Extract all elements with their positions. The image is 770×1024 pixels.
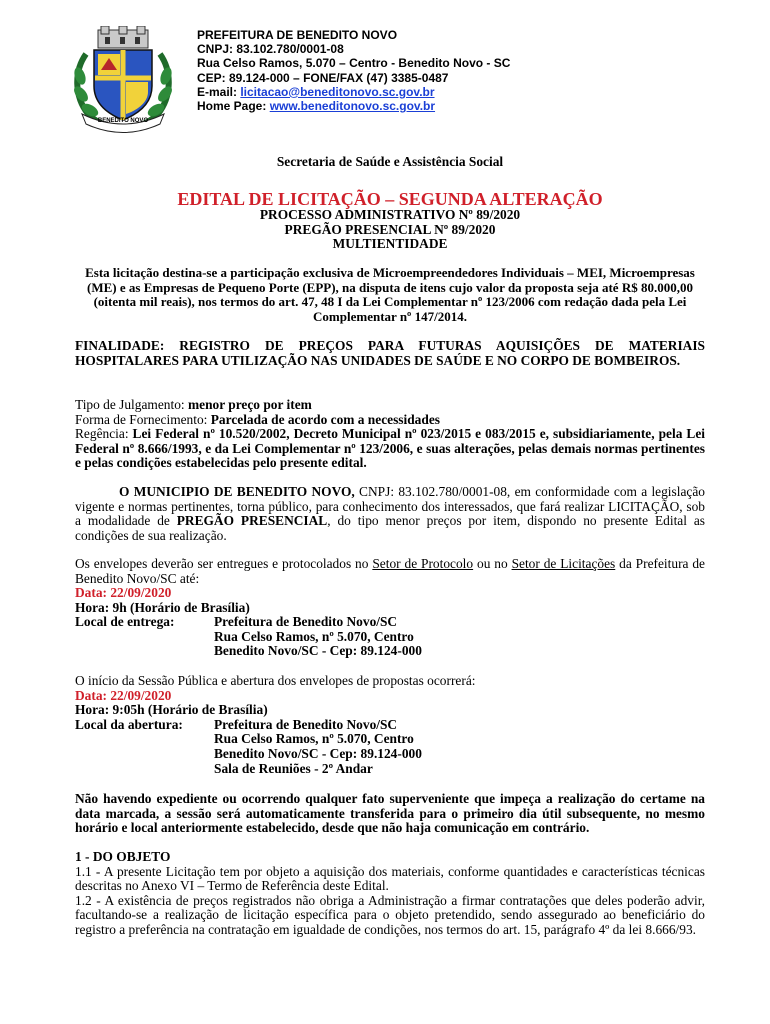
intro-paragraph [75,485,705,543]
email-link[interactable]: licitacao@beneditonovo.sc.gov.br [240,84,435,99]
sessao-block [75,674,705,776]
envelopes-text-1: Os envelopes deverão ser entregues e protocolados no [75,556,373,571]
email-label: E-mail: [197,84,241,99]
homepage-label: Home Page: [197,99,270,114]
letterhead-cep-phone: CEP: 89.124-000 – FONE/FAX (47) 3385-0487 [197,70,449,85]
forma-label: Forma de Fornecimento: [75,411,211,427]
letterhead-cnpj: CNPJ: 83.102.780/0001-08 [197,42,344,57]
letterhead [197,28,510,113]
sessao-intro: O início da Sessão Pública e abertura dos envelopes de propostas ocorrerá: [75,673,476,688]
forma-value: Parcelada de acordo com a necessidades [210,411,440,427]
exclusividade-paragraph: Esta licitação destina-se a participação exclusiva de Microempreendedores Individuais – MEI, Microempresas (ME) e as Empresas de Pequeno Porte (EPP), na disputa de itens cujo valor da proposta seja até R$ 80.000,00 (oitenta mil reais), nos termos do art. 47, 48 I da Lei Complementar nº 123/2006 com redação dada pela Lei Complementar nº 147/2014. [85,265,695,324]
objeto-heading: 1 - DO OBJETO [75,849,171,864]
tipo-value: menor preço por item [187,397,312,412]
forma-fornecimento [75,413,705,428]
crest-ribbon-text: BENEDITO NOVO [97,118,149,124]
letterhead-email-line [197,85,510,99]
document-title: EDITAL DE LICITAÇÃO – SEGUNDA ALTERAÇÃO [177,189,603,209]
entrega-hora: Hora: 9h (Horário de Brasília) [75,599,250,615]
entrega-local-line-3: Benedito Novo/SC - Cep: 89.124-000 [214,643,422,659]
homepage-link[interactable]: www.beneditonovo.sc.gov.br [269,99,436,114]
sessao-data: Data: 22/09/2020 [75,687,172,703]
sessao-local-line-3: Benedito Novo/SC - Cep: 89.124-000 [214,745,422,761]
aviso-paragraph: Não havendo expediente ou ocorrendo qualquer fato superveniente que impeça a realização do certame na data marcada, a sessão será automaticamente transferida para o primeiro dia útil subsequente, no mesmo horário e local anteriormente estabelecido, desde que não haja comunicação em contrário. [75,791,705,836]
regencia-label: Regência: [75,426,133,442]
objeto-item-1-1: 1.1 - A presente Licitação tem por objeto a aquisição dos materiais, conforme quantidades e características técnicas descritas no Anexo VI – Termo de Referência deste Edital. [75,863,705,894]
entrega-local-line-2: Rua Celso Ramos, nº 5.070, Centro [214,628,414,644]
intro-municipio: O MUNICIPIO DE BENEDITO NOVO, [119,484,355,499]
letterhead-address: Rua Celso Ramos, 5.070 – Centro - Benedito Novo - SC [197,56,511,71]
intro-text-1: CNPJ: 83.102.780/0001-08, em conformidade com a legislação vigente e normas pertinentes, torna público, para conhecimento dos interessados, que fará realizar LICITAÇÃO, sob a modalidade de [75,484,705,529]
sessao-local-label: Local da abertura: [75,716,183,732]
envelopes-text-2: ou no [473,556,512,571]
secretaria-heading: Secretaria de Saúde e Assistência Social [276,154,504,169]
subtitle-pregao: PREGÃO PRESENCIAL Nº 89/2020 [284,221,496,237]
sessao-local-line-4: Sala de Reuniões - 2º Andar [214,760,373,776]
finalidade-paragraph: FINALIDADE: REGISTRO DE PREÇOS PARA FUTURAS AQUISIÇÕES DE MATERIAIS HOSPITALARES PARA UTILIZAÇÃO NAS UNIDADES DE SAÚDE E NO CORPO DE BOMBEIROS. [75,338,705,368]
regencia-value: Lei Federal nº 10.520/2002, Decreto Municipal nº 023/2015 e 083/2015 e, subsidiariamente, pela Lei Federal nº 8.666/1993, e da Lei Complementar nº 123/2006, e suas alterações, pelas demais normas pertinentes e pelas condições estabelecidas pelo presente edital. [75,426,705,471]
entrega-local-label: Local de entrega: [75,614,175,630]
intro-modalidade: PREGÃO PRESENCIAL [176,513,328,529]
envelopes-text-3: da Prefeitura de Benedito Novo/SC até: [75,556,705,586]
envelopes-paragraph [75,557,705,586]
document-subtitle [75,208,705,252]
sessao-local-line-2: Rua Celso Ramos, nº 5.070, Centro [214,731,414,747]
sessao-hora: Hora: 9:05h (Horário de Brasília) [75,702,268,718]
intro-text-2: , do tipo menor preços por item, dispondo no presente Edital as condições de sua realização. [75,513,706,543]
setor-protocolo: Setor de Protocolo [372,556,474,571]
tipo-label: Tipo de Julgamento: [75,397,188,412]
setor-licitacoes: Setor de Licitações [511,556,616,571]
entrega-local-line-1: Prefeitura de Benedito Novo/SC [214,614,398,630]
criteria-block [75,398,705,471]
letterhead-org: PREFEITURA DE BENEDITO NOVO [197,28,398,42]
sessao-local-line-1: Prefeitura de Benedito Novo/SC [214,716,398,732]
objeto-section [75,850,705,938]
subtitle-processo: PROCESSO ADMINISTRATIVO Nº 89/2020 [259,207,521,222]
sessao-local [75,718,705,733]
entrega-data: Data: 22/09/2020 [75,585,172,600]
regencia [75,427,705,471]
entrega-block [75,586,705,659]
tipo-julgamento [75,398,705,413]
municipal-crest-logo [68,26,178,134]
entrega-local [75,615,705,630]
objeto-item-1-2: 1.2 - A existência de preços registrados não obriga a Administração a firmar contratações que deles poderão advir, facultando-se a realização de licitação específica para o objeto pretendido, sendo assegurado ao beneficiário do registro a preferência na contratação em igualdade de condições, nos termos do art. 15, parágrafo 4º da lei 8.666/93. [75,892,705,937]
letterhead-homepage-line [197,99,510,113]
subtitle-multientidade: MULTIENTIDADE [332,236,448,252]
